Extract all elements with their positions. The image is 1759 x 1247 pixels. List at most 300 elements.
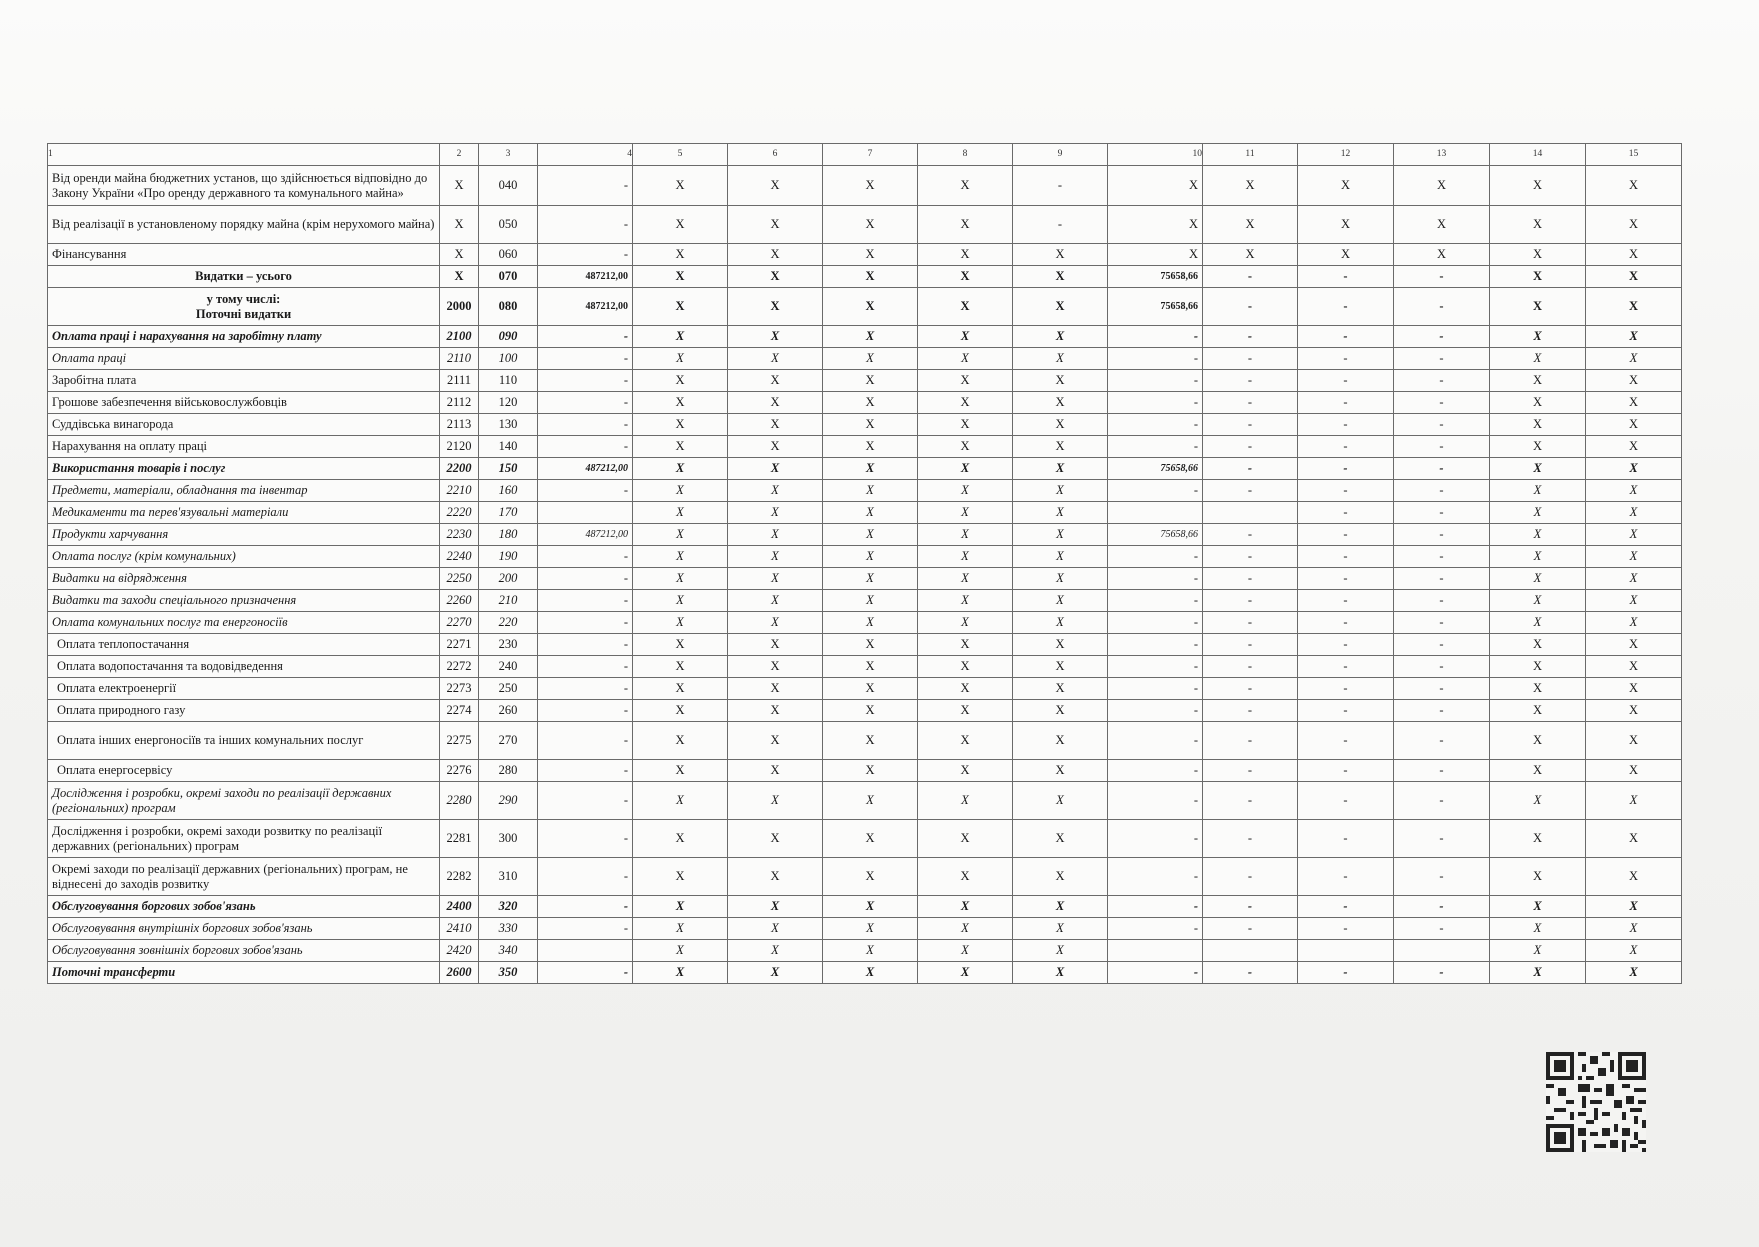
table-row <box>48 590 1682 612</box>
table-cell-col-13: - <box>1394 678 1490 700</box>
table-cell-col-5: X <box>633 896 728 918</box>
table-cell-col-4 <box>538 502 633 524</box>
table-cell-col-6: X <box>728 266 823 288</box>
column-number-2: 2 <box>440 144 479 166</box>
table-cell-col-9: X <box>1013 458 1108 480</box>
table-row <box>48 568 1682 590</box>
table-cell-col-5: X <box>633 206 728 244</box>
table-cell-col-9: X <box>1013 918 1108 940</box>
table-cell-col-14: X <box>1490 326 1586 348</box>
table-cell-col-10: - <box>1108 436 1203 458</box>
table-cell-col-12: - <box>1298 700 1394 722</box>
table-cell-col-3: 330 <box>479 918 538 940</box>
table-cell-col-10: 75658,66 <box>1108 524 1203 546</box>
table-row <box>48 414 1682 436</box>
table-cell-col-6: X <box>728 612 823 634</box>
table-cell-col-4: - <box>538 392 633 414</box>
table-cell-col-13: - <box>1394 502 1490 524</box>
table-cell-col-9: X <box>1013 244 1108 266</box>
table-cell-col-3: 090 <box>479 326 538 348</box>
table-cell-col-15: X <box>1586 266 1682 288</box>
table-cell-col-14: X <box>1490 634 1586 656</box>
table-cell-col-11: - <box>1203 326 1298 348</box>
table-cell-col-9: - <box>1013 166 1108 206</box>
table-cell-col-14: X <box>1490 414 1586 436</box>
table-cell-col-14: X <box>1490 206 1586 244</box>
table-row <box>48 288 1682 326</box>
table-cell-col-9: X <box>1013 700 1108 722</box>
table-row <box>48 612 1682 634</box>
table-cell-col-5: X <box>633 962 728 984</box>
table-cell-col-8: X <box>918 678 1013 700</box>
table-cell-col-8: X <box>918 414 1013 436</box>
table-cell-col-14: X <box>1490 918 1586 940</box>
table-cell-col-2: 2210 <box>440 480 479 502</box>
table-cell-col-15: X <box>1586 722 1682 760</box>
table-cell-col-11: - <box>1203 858 1298 896</box>
table-cell-col-12: - <box>1298 414 1394 436</box>
table-cell-col-8: X <box>918 244 1013 266</box>
table-cell-col-13: - <box>1394 266 1490 288</box>
table-cell-col-12: - <box>1298 502 1394 524</box>
table-cell-col-10 <box>1108 502 1203 524</box>
table-cell-col-10: 75658,66 <box>1108 266 1203 288</box>
table-cell-col-6: X <box>728 414 823 436</box>
table-cell-col-9: X <box>1013 568 1108 590</box>
table-cell-col-12: - <box>1298 760 1394 782</box>
table-cell-col-11: - <box>1203 656 1298 678</box>
table-row <box>48 858 1682 896</box>
table-cell-col-4: 487212,00 <box>538 524 633 546</box>
table-cell-col-9: X <box>1013 392 1108 414</box>
table-cell-col-5: X <box>633 858 728 896</box>
table-cell-col-9: X <box>1013 722 1108 760</box>
table-cell-col-14: X <box>1490 502 1586 524</box>
table-cell-col-10: - <box>1108 392 1203 414</box>
table-cell-col-11: - <box>1203 392 1298 414</box>
table-cell-col-15: X <box>1586 392 1682 414</box>
table-cell-col-7: X <box>823 348 918 370</box>
table-row <box>48 896 1682 918</box>
table-cell-col-5: X <box>633 166 728 206</box>
table-cell-col-13: X <box>1394 244 1490 266</box>
table-cell-col-4: - <box>538 590 633 612</box>
table-cell-col-3: 130 <box>479 414 538 436</box>
table-cell-col-14: X <box>1490 568 1586 590</box>
table-cell-col-15: X <box>1586 678 1682 700</box>
table-cell-col-2: 2600 <box>440 962 479 984</box>
table-cell-col-12: - <box>1298 480 1394 502</box>
column-number-4: 4 <box>538 144 633 166</box>
table-cell-col-8: X <box>918 502 1013 524</box>
row-label: Використання товарів і послуг <box>48 458 440 480</box>
table-cell-col-5: X <box>633 820 728 858</box>
table-cell-col-7: X <box>823 502 918 524</box>
table-cell-col-7: X <box>823 656 918 678</box>
table-cell-col-4: - <box>538 414 633 436</box>
column-number-header-row <box>48 144 1682 166</box>
table-cell-col-2: 2113 <box>440 414 479 436</box>
table-cell-col-6: X <box>728 326 823 348</box>
table-cell-col-5: X <box>633 612 728 634</box>
table-cell-col-7: X <box>823 940 918 962</box>
table-cell-col-5: X <box>633 760 728 782</box>
table-cell-col-8: X <box>918 524 1013 546</box>
table-cell-col-5: X <box>633 656 728 678</box>
table-cell-col-2: 2410 <box>440 918 479 940</box>
table-cell-col-11: - <box>1203 678 1298 700</box>
column-number-11: 11 <box>1203 144 1298 166</box>
table-cell-col-11: - <box>1203 918 1298 940</box>
qr-code-icon <box>1546 1052 1646 1152</box>
row-label: Заробітна плата <box>48 370 440 392</box>
table-cell-col-8: X <box>918 760 1013 782</box>
table-cell-col-8: X <box>918 782 1013 820</box>
table-cell-col-7: X <box>823 166 918 206</box>
table-row <box>48 206 1682 244</box>
column-number-9: 9 <box>1013 144 1108 166</box>
table-cell-col-7: X <box>823 436 918 458</box>
table-cell-col-12: - <box>1298 348 1394 370</box>
table-cell-col-4: - <box>538 480 633 502</box>
table-cell-col-11: - <box>1203 568 1298 590</box>
row-label: Поточні трансферти <box>48 962 440 984</box>
table-cell-col-6: X <box>728 940 823 962</box>
table-cell-col-9: - <box>1013 206 1108 244</box>
table-cell-col-6: X <box>728 524 823 546</box>
table-cell-col-3: 290 <box>479 782 538 820</box>
table-cell-col-3: 070 <box>479 266 538 288</box>
row-label: Окремі заходи по реалізації державних (регіональних) програм, не віднесені до заходів розвитку <box>48 858 440 896</box>
row-label: Продукти харчування <box>48 524 440 546</box>
table-cell-col-6: X <box>728 896 823 918</box>
table-row <box>48 656 1682 678</box>
table-cell-col-11: - <box>1203 370 1298 392</box>
table-cell-col-2: 2281 <box>440 820 479 858</box>
table-cell-col-12 <box>1298 940 1394 962</box>
table-cell-col-8: X <box>918 700 1013 722</box>
table-cell-col-11: - <box>1203 820 1298 858</box>
table-cell-col-6: X <box>728 700 823 722</box>
table-cell-col-2: 2240 <box>440 546 479 568</box>
table-cell-col-9: X <box>1013 678 1108 700</box>
table-cell-col-7: X <box>823 700 918 722</box>
table-cell-col-2: 2400 <box>440 896 479 918</box>
table-cell-col-8: X <box>918 266 1013 288</box>
table-cell-col-8: X <box>918 858 1013 896</box>
table-cell-col-11: - <box>1203 480 1298 502</box>
table-cell-col-10 <box>1108 940 1203 962</box>
table-cell-col-8: X <box>918 656 1013 678</box>
row-label: Дослідження і розробки, окремі заходи по реалізації державних (регіональних) програм <box>48 782 440 820</box>
table-cell-col-15: X <box>1586 480 1682 502</box>
table-cell-col-10: - <box>1108 348 1203 370</box>
table-cell-col-15: X <box>1586 502 1682 524</box>
table-cell-col-14: X <box>1490 244 1586 266</box>
row-label: Оплата праці і нарахування на заробітну плату <box>48 326 440 348</box>
table-cell-col-3: 320 <box>479 896 538 918</box>
row-label: Оплата теплопостачання <box>48 634 440 656</box>
table-cell-col-11: - <box>1203 458 1298 480</box>
row-label: Нарахування на оплату праці <box>48 436 440 458</box>
table-cell-col-13: - <box>1394 392 1490 414</box>
table-cell-col-6: X <box>728 436 823 458</box>
table-cell-col-13: - <box>1394 700 1490 722</box>
table-cell-col-10: - <box>1108 678 1203 700</box>
table-cell-col-13: - <box>1394 656 1490 678</box>
table-cell-col-9: X <box>1013 858 1108 896</box>
table-cell-col-15: X <box>1586 436 1682 458</box>
table-cell-col-12: - <box>1298 288 1394 326</box>
table-cell-col-5: X <box>633 918 728 940</box>
table-cell-col-7: X <box>823 858 918 896</box>
row-label: Обслуговування зовнішніх боргових зобов'язань <box>48 940 440 962</box>
table-cell-col-5: X <box>633 370 728 392</box>
table-cell-col-12: - <box>1298 820 1394 858</box>
table-cell-col-13: - <box>1394 782 1490 820</box>
table-row <box>48 678 1682 700</box>
table-row <box>48 348 1682 370</box>
table-cell-col-2: 2250 <box>440 568 479 590</box>
table-cell-col-3: 340 <box>479 940 538 962</box>
table-cell-col-15: X <box>1586 760 1682 782</box>
table-cell-col-15: X <box>1586 634 1682 656</box>
table-cell-col-9: X <box>1013 634 1108 656</box>
table-cell-col-3: 060 <box>479 244 538 266</box>
row-label: Оплата енергосервісу <box>48 760 440 782</box>
table-cell-col-15: X <box>1586 590 1682 612</box>
table-cell-col-3: 100 <box>479 348 538 370</box>
table-cell-col-8: X <box>918 612 1013 634</box>
table-cell-col-13: - <box>1394 546 1490 568</box>
table-cell-col-14: X <box>1490 166 1586 206</box>
table-cell-col-15: X <box>1586 166 1682 206</box>
table-cell-col-15: X <box>1586 700 1682 722</box>
table-cell-col-10: - <box>1108 820 1203 858</box>
table-cell-col-7: X <box>823 612 918 634</box>
table-cell-col-9: X <box>1013 266 1108 288</box>
table-cell-col-10: - <box>1108 612 1203 634</box>
table-cell-col-11: - <box>1203 436 1298 458</box>
table-cell-col-15: X <box>1586 918 1682 940</box>
table-cell-col-11: X <box>1203 206 1298 244</box>
table-cell-col-14: X <box>1490 678 1586 700</box>
table-cell-col-12: - <box>1298 524 1394 546</box>
table-cell-col-9: X <box>1013 414 1108 436</box>
table-cell-col-8: X <box>918 962 1013 984</box>
table-cell-col-9: X <box>1013 590 1108 612</box>
row-label: Видатки – усього <box>48 266 440 288</box>
table-cell-col-4: - <box>538 206 633 244</box>
table-cell-col-12: - <box>1298 612 1394 634</box>
table-cell-col-4: - <box>538 782 633 820</box>
table-cell-col-4: - <box>538 678 633 700</box>
table-cell-col-13: - <box>1394 480 1490 502</box>
table-row <box>48 940 1682 962</box>
table-cell-col-12: - <box>1298 590 1394 612</box>
table-cell-col-6: X <box>728 348 823 370</box>
table-cell-col-14: X <box>1490 480 1586 502</box>
table-cell-col-9: X <box>1013 656 1108 678</box>
table-cell-col-10: - <box>1108 370 1203 392</box>
table-cell-col-2: 2110 <box>440 348 479 370</box>
table-cell-col-12: - <box>1298 918 1394 940</box>
table-cell-col-3: 110 <box>479 370 538 392</box>
table-cell-col-4: - <box>538 370 633 392</box>
row-label: Видатки на відрядження <box>48 568 440 590</box>
table-cell-col-5: X <box>633 722 728 760</box>
table-cell-col-8: X <box>918 458 1013 480</box>
table-cell-col-14: X <box>1490 722 1586 760</box>
table-row <box>48 166 1682 206</box>
table-cell-col-13: - <box>1394 858 1490 896</box>
table-cell-col-14: X <box>1490 524 1586 546</box>
table-cell-col-2: 2120 <box>440 436 479 458</box>
table-cell-col-3: 150 <box>479 458 538 480</box>
table-cell-col-14: X <box>1490 656 1586 678</box>
table-cell-col-7: X <box>823 206 918 244</box>
table-cell-col-9: X <box>1013 820 1108 858</box>
table-cell-col-14: X <box>1490 896 1586 918</box>
table-cell-col-13: - <box>1394 760 1490 782</box>
table-cell-col-6: X <box>728 656 823 678</box>
row-label: Оплата комунальних послуг та енергоносіїв <box>48 612 440 634</box>
table-cell-col-2: 2100 <box>440 326 479 348</box>
table-cell-col-12: - <box>1298 656 1394 678</box>
table-cell-col-5: X <box>633 590 728 612</box>
table-cell-col-13: - <box>1394 414 1490 436</box>
table-cell-col-4: - <box>538 436 633 458</box>
column-number-10: 10 <box>1108 144 1203 166</box>
table-cell-col-11: X <box>1203 244 1298 266</box>
table-cell-col-5: X <box>633 524 728 546</box>
row-label: Оплата природного газу <box>48 700 440 722</box>
table-cell-col-15: X <box>1586 546 1682 568</box>
table-cell-col-4: - <box>538 820 633 858</box>
table-cell-col-15: X <box>1586 962 1682 984</box>
table-cell-col-4: - <box>538 962 633 984</box>
table-cell-col-2: 2112 <box>440 392 479 414</box>
column-number-15: 15 <box>1586 144 1682 166</box>
table-cell-col-4: - <box>538 700 633 722</box>
table-cell-col-3: 120 <box>479 392 538 414</box>
table-row <box>48 326 1682 348</box>
table-cell-col-2: 2275 <box>440 722 479 760</box>
table-cell-col-6: X <box>728 458 823 480</box>
table-cell-col-8: X <box>918 546 1013 568</box>
table-cell-col-2: 2200 <box>440 458 479 480</box>
table-cell-col-10: - <box>1108 858 1203 896</box>
table-row <box>48 760 1682 782</box>
table-cell-col-12: - <box>1298 782 1394 820</box>
table-cell-col-8: X <box>918 940 1013 962</box>
row-label: Від реалізації в установленому порядку майна (крім нерухомого майна) <box>48 206 440 244</box>
table-cell-col-6: X <box>728 502 823 524</box>
table-cell-col-10: - <box>1108 782 1203 820</box>
table-cell-col-10: 75658,66 <box>1108 288 1203 326</box>
table-cell-col-11: - <box>1203 348 1298 370</box>
table-cell-col-13: - <box>1394 348 1490 370</box>
table-cell-col-5: X <box>633 326 728 348</box>
table-cell-col-15: X <box>1586 612 1682 634</box>
table-cell-col-8: X <box>918 348 1013 370</box>
table-cell-col-3: 040 <box>479 166 538 206</box>
table-cell-col-2: 2230 <box>440 524 479 546</box>
table-cell-col-2: 2270 <box>440 612 479 634</box>
table-cell-col-12: - <box>1298 436 1394 458</box>
table-cell-col-11: - <box>1203 634 1298 656</box>
table-cell-col-4: - <box>538 612 633 634</box>
table-row <box>48 502 1682 524</box>
table-cell-col-14: X <box>1490 820 1586 858</box>
table-cell-col-10: - <box>1108 568 1203 590</box>
row-label: Оплата електроенергії <box>48 678 440 700</box>
table-cell-col-12: - <box>1298 678 1394 700</box>
table-cell-col-2: 2280 <box>440 782 479 820</box>
row-label: Оплата інших енергоносіїв та інших комунальних послуг <box>48 722 440 760</box>
table-cell-col-13: - <box>1394 370 1490 392</box>
table-cell-col-6: X <box>728 568 823 590</box>
table-cell-col-11 <box>1203 502 1298 524</box>
table-cell-col-2: X <box>440 166 479 206</box>
table-cell-col-2: 2420 <box>440 940 479 962</box>
table-cell-col-13: - <box>1394 524 1490 546</box>
table-cell-col-3: 230 <box>479 634 538 656</box>
table-cell-col-6: X <box>728 546 823 568</box>
table-cell-col-4: 487212,00 <box>538 458 633 480</box>
table-cell-col-7: X <box>823 414 918 436</box>
table-cell-col-14: X <box>1490 546 1586 568</box>
table-cell-col-8: X <box>918 896 1013 918</box>
table-cell-col-15: X <box>1586 896 1682 918</box>
table-cell-col-6: X <box>728 370 823 392</box>
table-cell-col-12: - <box>1298 266 1394 288</box>
table-cell-col-11: - <box>1203 612 1298 634</box>
table-cell-col-11: X <box>1203 166 1298 206</box>
table-cell-col-9: X <box>1013 480 1108 502</box>
table-cell-col-13: - <box>1394 458 1490 480</box>
table-cell-col-12: - <box>1298 896 1394 918</box>
table-cell-col-8: X <box>918 480 1013 502</box>
table-cell-col-2: 2272 <box>440 656 479 678</box>
table-cell-col-8: X <box>918 820 1013 858</box>
table-cell-col-7: X <box>823 326 918 348</box>
table-cell-col-13: - <box>1394 288 1490 326</box>
table-cell-col-6: X <box>728 590 823 612</box>
table-cell-col-4: - <box>538 918 633 940</box>
table-cell-col-7: X <box>823 678 918 700</box>
table-cell-col-7: X <box>823 782 918 820</box>
table-cell-col-11: - <box>1203 524 1298 546</box>
table-cell-col-14: X <box>1490 348 1586 370</box>
table-cell-col-5: X <box>633 568 728 590</box>
table-cell-col-3: 270 <box>479 722 538 760</box>
table-cell-col-7: X <box>823 370 918 392</box>
table-cell-col-5: X <box>633 436 728 458</box>
table-cell-col-15: X <box>1586 458 1682 480</box>
table-cell-col-4: - <box>538 722 633 760</box>
table-cell-col-10: - <box>1108 700 1203 722</box>
table-cell-col-5: X <box>633 244 728 266</box>
table-cell-col-2: 2111 <box>440 370 479 392</box>
table-cell-col-11: - <box>1203 546 1298 568</box>
table-cell-col-15: X <box>1586 656 1682 678</box>
table-row <box>48 820 1682 858</box>
table-cell-col-9: X <box>1013 524 1108 546</box>
table-row <box>48 546 1682 568</box>
table-cell-col-12: X <box>1298 166 1394 206</box>
table-cell-col-11: - <box>1203 782 1298 820</box>
